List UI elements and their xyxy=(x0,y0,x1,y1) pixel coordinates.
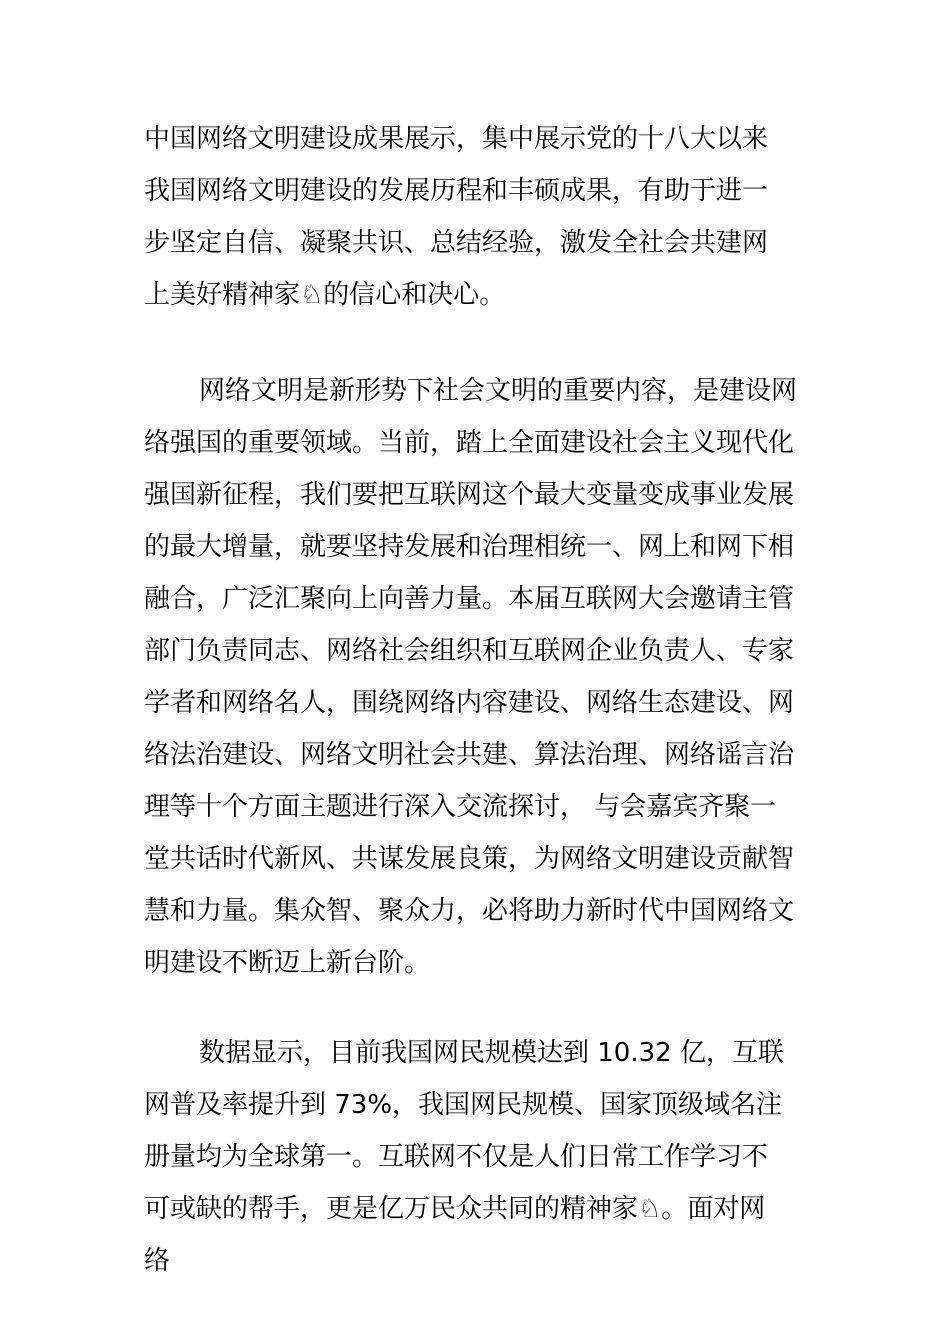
text-line: 网络文明是新形势下社会文明的重要内容，是建设网 xyxy=(199,376,798,406)
text-line: 我国网络文明建设的发展历程和丰硕成果，有助于进一 xyxy=(144,176,769,206)
text-line: 册量均为全球第一。互联网不仅是人们日常工作学习不 xyxy=(144,1142,769,1172)
text-line: 理等十个方面主题进行深入交流探讨， 与会嘉宾齐聚一 xyxy=(144,792,777,822)
paragraph-2 xyxy=(144,365,844,989)
paragraph-3 xyxy=(144,1027,844,1287)
text-line: 堂共话时代新风、共谋发展良策，为网络文明建设贡献智 xyxy=(144,844,795,874)
text-line: 的最大增量，就要坚持发展和治理相统一、网上和网下相 xyxy=(144,532,795,562)
text-line: 强国新征程，我们要把互联网这个最大变量变成事业发展 xyxy=(144,480,795,510)
text-line: 明建设不断迈上新台阶。 xyxy=(144,948,431,978)
text-line: 网普及率提升到 73%，我国网民规模、国家顶级域名注 xyxy=(144,1090,783,1120)
text-line: 络强国的重要领域。当前，踏上全面建设社会主义现代化 xyxy=(144,428,795,458)
text-line: 融合，广泛汇聚向上向善力量。本届互联网大会邀请主管 xyxy=(144,584,795,614)
text-line: 络法治建设、网络文明社会共建、算法治理、网络谣言治 xyxy=(144,740,795,770)
text-line: 部门负责同志、网络社会组织和互联网企业负责人、专家 xyxy=(144,636,795,666)
text-line: 可或缺的帮手，更是亿万民众共同的精神家♘。面对网 xyxy=(144,1194,766,1224)
text-line: 中国网络文明建设成果展示，集中展示党的十八大以来 xyxy=(144,124,769,154)
text-line: 学者和网络名人，围绕网络内容建设、网络生态建设、网 xyxy=(144,688,795,718)
paragraph-1 xyxy=(144,113,844,321)
text-line: 慧和力量。集众智、聚众力，必将助力新时代中国网络文 xyxy=(144,896,795,926)
text-line: 上美好精神家♘的信心和决心。 xyxy=(144,280,506,310)
text-line: 络 xyxy=(144,1246,171,1276)
text-line: 步坚定自信、凝聚共识、总结经验，激发全社会共建网 xyxy=(144,228,769,258)
text-line: 数据显示，目前我国网民规模达到 10.32 亿，互联 xyxy=(199,1038,784,1068)
